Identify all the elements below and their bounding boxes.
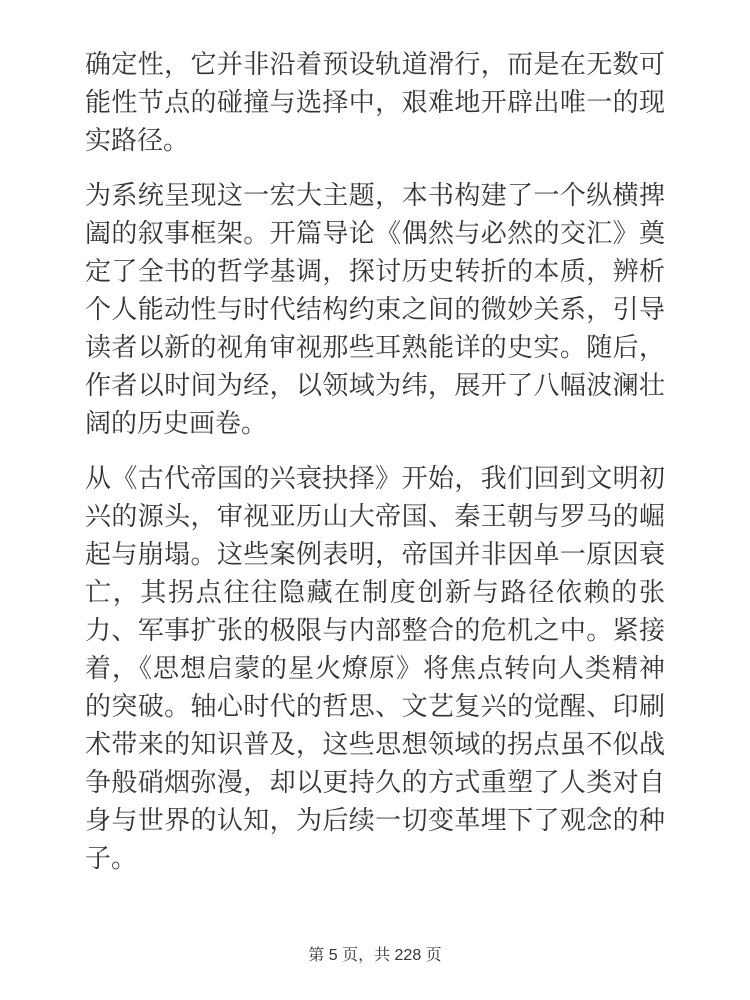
paragraph-3: 从《古代帝国的兴衰抉择》开始，我们回到文明初兴的源头，审视亚历山大帝国、秦王朝与罗马的崛起与崩塌。这些案例表明，帝国并非因单一原因衰亡，其拐点往往隐藏在制度创新与路径依赖的张力、军事扩张的极限与内部整合的危机之中。紧接着，《思想启蒙的星火燎原》将焦点转向人类精神的突破。轴心时代的哲思、文艺复兴的觉醒、印刷术带来的知识普及，这些思想领域的拐点虽不似战争般硝烟弥漫，却以更持久的方式重塑了人类对自身与世界的认知，为后续一切变革埋下了观念的种子。 [85,463,665,873]
document-body-text [85,45,665,877]
paragraph-2: 为系统呈现这一宏大主题，本书构建了一个纵横捭阖的叙事框架。开篇导论《偶然与必然的交汇》奠定了全书的哲学基调，探讨历史转折的本质，辨析个人能动性与时代结构约束之间的微妙关系，引导读者以新的视角审视那些耳熟能详的史实。随后，作者以时间为经，以领域为纬，展开了八幅波澜壮阔的历史画卷。 [85,180,665,438]
paragraph-1: 确定性，它并非沿着预设轨道滑行，而是在无数可能性节点的碰撞与选择中，艰难地开辟出唯一的现实路径。 [85,49,665,155]
page-number-footer: 第 5 页，共 228 页 [308,947,442,964]
